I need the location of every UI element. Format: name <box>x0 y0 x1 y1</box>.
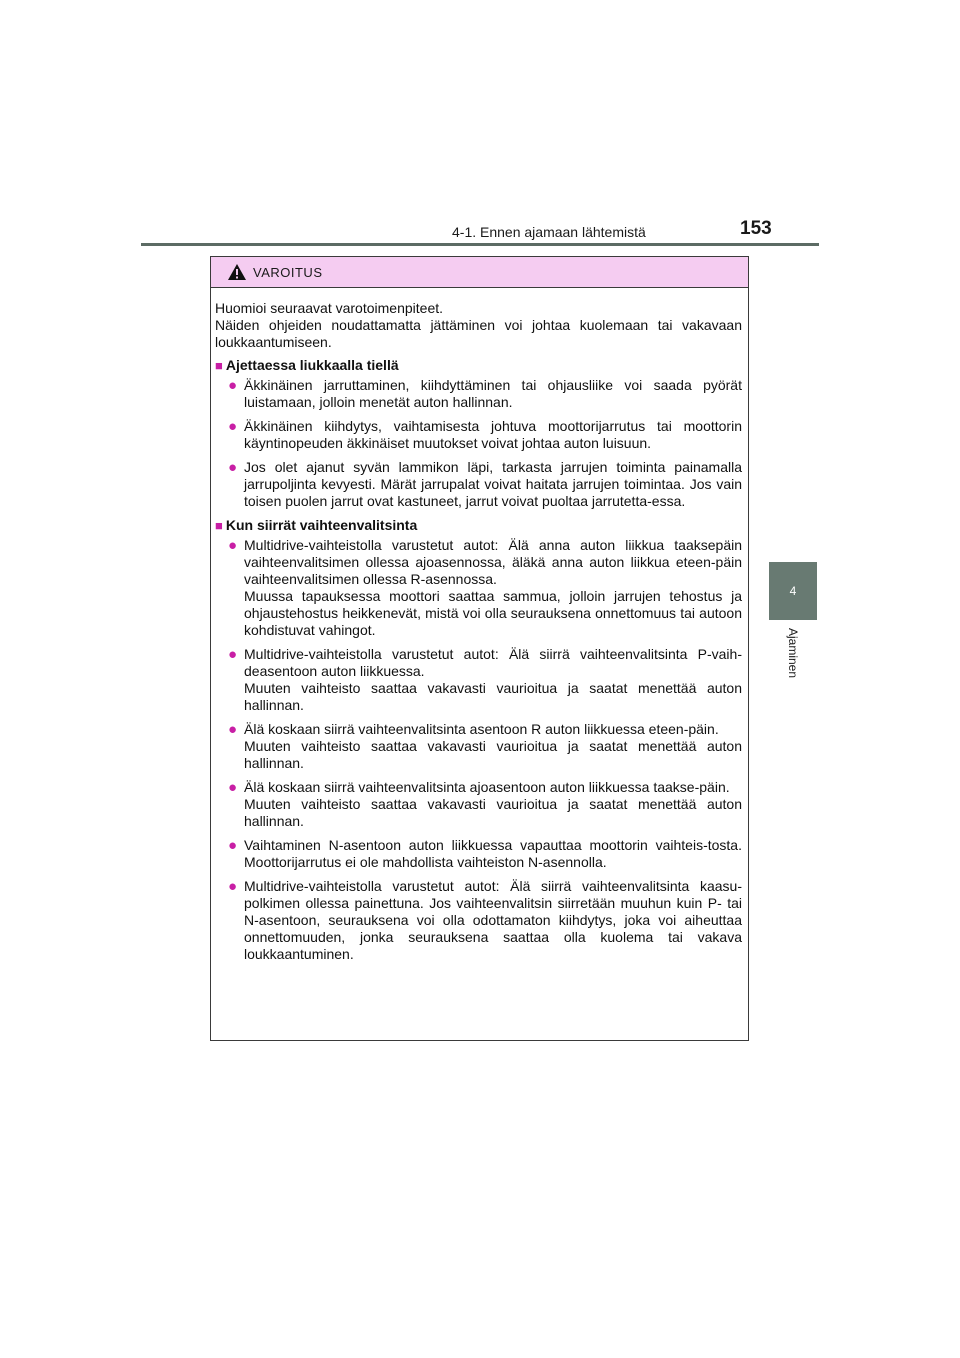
section-header: 4-1. Ennen ajamaan lähtemistä <box>452 224 646 240</box>
list-item-text: Multidrive-vaihteistolla varustetut autot: Älä siirrä vaihteenvalitsinta P-vaih-deasentoon auton liikkuessa. <box>244 646 742 679</box>
warning-body <box>211 288 748 963</box>
chapter-tab-label: Ajaminen <box>786 627 800 679</box>
list-item-text: Multidrive-vaihteistolla varustetut autot: Älä anna auton liikkua taaksepäin vaihteenvalitsimen ollessa ajoasennossa, äläkä anna auton liikkua eteen-päin vaihteenvalitsimen ollessa R-asennossa. <box>244 537 742 587</box>
list-item-text: Äkkinäinen kiihdytys, vaihtamisesta johtuva moottorijarrutus tai moottorin käyntinopeuden äkkinäiset muutokset voivat johtaa auton luisuun. <box>244 418 742 451</box>
section-title <box>215 517 742 534</box>
bullet-icon: ● <box>228 779 238 796</box>
chapter-tab-number: 4 <box>769 562 817 620</box>
square-bullet-icon: ■ <box>215 518 223 533</box>
warning-intro-line-1: Huomioi seuraavat varotoimenpiteet. <box>215 300 444 316</box>
warning-triangle-icon <box>227 263 247 281</box>
list-item <box>215 878 742 963</box>
warning-box <box>210 256 749 1041</box>
list-item-text: Muussa tapauksessa moottori saattaa sammua, jolloin jarrujen tehostus ja ohjaustehostus heikkenevät, mistä voi olla seurauksena onnettomuus tai autoon kohdistuvat vahingot. <box>244 588 742 638</box>
list-item-text: Älä koskaan siirrä vaihteenvalitsinta ajoasentoon auton liikkuessa taakse-päin. <box>244 779 730 795</box>
list-item <box>215 459 742 510</box>
list-item <box>215 837 742 871</box>
bullet-icon: ● <box>228 721 238 738</box>
warning-sections <box>215 357 742 963</box>
bullet-icon: ● <box>228 837 238 854</box>
list-item-text: Älä koskaan siirrä vaihteenvalitsinta asentoon R auton liikkuessa eteen-päin. <box>244 721 719 737</box>
list-item-text: Muuten vaihteisto saattaa vakavasti vaurioitua ja saatat menettää auton hallinnan. <box>244 738 742 771</box>
list-item-text: Muuten vaihteisto saattaa vakavasti vaurioitua ja saatat menettää auton hallinnan. <box>244 796 742 829</box>
section-title <box>215 357 742 374</box>
warning-title: VAROITUS <box>253 264 323 280</box>
list-item-text: Muuten vaihteisto saattaa vakavasti vaurioitua ja saatat menettää auton hallinnan. <box>244 680 742 713</box>
bullet-icon: ● <box>228 646 238 663</box>
section-title-text: Ajettaessa liukkaalla tiellä <box>225 357 399 373</box>
header-rule <box>141 243 819 246</box>
page-number: 153 <box>740 218 772 239</box>
bullet-icon: ● <box>228 418 238 435</box>
warning-header <box>211 257 748 288</box>
list-item <box>215 537 742 639</box>
list-item <box>215 721 742 772</box>
bullet-icon: ● <box>228 878 238 895</box>
list-item-text: Vaihtaminen N-asentoon auton liikkuessa vapauttaa moottorin vaihteis-tosta. Moottorijarrutus ei ole mahdollista vaihteiston N-asennolla. <box>244 837 742 870</box>
bullet-icon: ● <box>228 377 238 394</box>
list-item-text: Jos olet ajanut syvän lammikon läpi, tarkasta jarrujen toiminta painamalla jarrupoljinta kevyesti. Märät jarrupalat voivat haitata jarrujen toimintaa. Jos vain toisen puolen jarrut ovat kastuneet, jarrut voivat puoltaa jarrutetta-essa. <box>244 459 742 509</box>
section-title-text: Kun siirrät vaihteenvalitsinta <box>225 517 418 533</box>
list-item <box>215 418 742 452</box>
list-item <box>215 779 742 830</box>
list-item-text: Äkkinäinen jarruttaminen, kiihdyttäminen tai ohjausliike voi saada pyörät luistamaan, jolloin menetät auton hallinnan. <box>244 377 742 410</box>
list-item-text: Multidrive-vaihteistolla varustetut autot: Älä siirrä vaihteenvalitsinta kaasu-polkimen ollessa painettuna. Jos vaihteenvalitsin siirretään muuhun kuin P- tai N-asentoon, seurauksena voi olla odottamaton kiihdytys, joka voi aiheuttaa onnettomuuden, jonka seurauksena saattaa olla kuolema tai vakava loukkaantuminen. <box>244 878 742 962</box>
bullet-icon: ● <box>228 537 238 554</box>
list-item <box>215 377 742 411</box>
list-item <box>215 646 742 714</box>
chapter-tab <box>769 622 817 684</box>
bullet-icon: ● <box>228 459 238 476</box>
square-bullet-icon: ■ <box>215 358 223 373</box>
warning-intro-line-2: Näiden ohjeiden noudattamatta jättäminen voi johtaa kuolemaan tai vakavaan loukkaantumiseen. <box>215 317 742 350</box>
